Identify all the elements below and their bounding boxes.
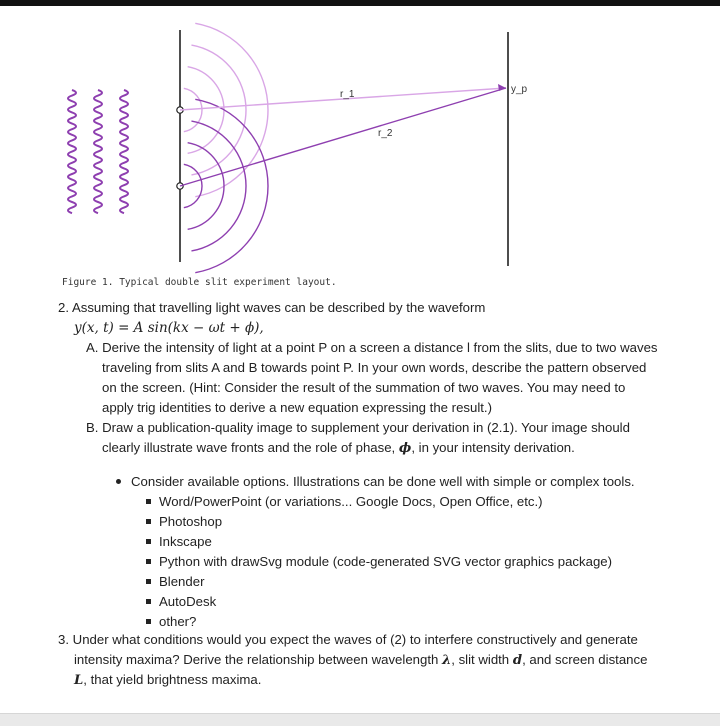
label-r1: r_1 [340, 89, 355, 100]
q2-number: 2. [58, 300, 69, 315]
bottom-bar [0, 713, 720, 726]
wavefronts [184, 23, 268, 272]
tool-item [146, 512, 222, 532]
tools-bullet [116, 472, 635, 492]
q2-partB-text1: Draw a publication-quality image to supplement your derivation in (2.1). Your image should [102, 420, 630, 435]
ray-r2 [180, 88, 506, 186]
q3-text4: , and screen distance [522, 652, 648, 667]
tools-bullet-text: Consider available options. Illustrations can be done well with simple or complex tools. [131, 474, 635, 489]
tool-item-label: Python with drawSvg module (code-generated SVG vector graphics package) [159, 554, 613, 569]
q3-line2 [74, 650, 647, 671]
wavefront-a-3 [191, 45, 246, 175]
tool-item [146, 592, 216, 612]
tool-item-label: Blender [159, 574, 205, 589]
wavefront-b-3 [191, 121, 246, 251]
tool-item-label: Word/PowerPoint (or variations... Google Docs, Open Office, etc.) [159, 494, 543, 509]
ray-arrowhead [498, 84, 506, 91]
tool-item-label: Inkscape [159, 534, 212, 549]
square-bullet-icon [146, 559, 151, 564]
q3-text1: Under what conditions would you expect the waves of (2) to interfere constructively and generate [72, 632, 638, 647]
q2-partB-marker: B. [86, 420, 99, 435]
d-symbol: d [512, 653, 523, 668]
incident-wave-2 [94, 90, 102, 213]
wavefront-b-1 [184, 164, 202, 207]
q2-equation: y(x, t) = A sin(kx − ωt + ϕ), [74, 320, 264, 336]
q2-partB-line1 [86, 418, 630, 438]
bullet-dot-icon [116, 479, 121, 484]
L-symbol: L [74, 673, 84, 688]
square-bullet-icon [146, 499, 151, 504]
q2-intro-line [58, 298, 485, 318]
q2-partA-line4: apply trig identities to derive a new equation expressing the result.) [102, 400, 492, 415]
tool-item [146, 572, 204, 592]
q3-text3: , slit width [451, 652, 510, 667]
q2-partA-line3: on the screen. (Hint: Consider the result of the summation of two waves. You may need to [102, 380, 626, 395]
double-slit-figure [0, 0, 720, 290]
incident-waves [68, 90, 128, 213]
q2-partB-text2: clearly illustrate wave fronts and the role of phase, [102, 440, 396, 455]
q3-text5: , that yield brightness maxima. [83, 672, 262, 687]
q3-line1 [58, 630, 638, 650]
q2-partA-marker: A. [86, 340, 99, 355]
tool-item-label: other? [159, 614, 197, 629]
q2-partA-line1 [86, 338, 658, 358]
label-r2: r_2 [378, 128, 393, 139]
square-bullet-icon [146, 599, 151, 604]
tool-item-label: Photoshop [159, 514, 223, 529]
q3-text2: intensity maxima? Derive the relationship between wavelength [74, 652, 439, 667]
tool-item-label: AutoDesk [159, 594, 217, 609]
tool-item [146, 552, 612, 572]
tool-item [146, 492, 543, 512]
square-bullet-icon [146, 539, 151, 544]
phi-symbol: ϕ [398, 441, 412, 456]
label-yp: y_p [511, 84, 528, 95]
wavefront-b-2 [188, 143, 224, 230]
q2-intro: Assuming that travelling light waves can be described by the waveform [71, 300, 486, 315]
figure-caption: Figure 1. Typical double slit experiment layout. [62, 277, 337, 288]
square-bullet-icon [146, 579, 151, 584]
q2-partB-text3: , in your intensity derivation. [411, 440, 575, 455]
incident-wave-3 [120, 90, 128, 213]
square-bullet-icon [146, 619, 151, 624]
q2-partA-text1: Derive the intensity of light at a point P on a screen a distance l from the slits, due to two waves [102, 340, 658, 355]
wavefront-a-2 [188, 67, 224, 154]
q2-partA-line2: traveling from slits A and B towards point P. In your own words, describe the pattern observed [102, 360, 647, 375]
lambda-symbol: λ [442, 653, 452, 668]
tool-item [146, 532, 212, 552]
tool-item [146, 612, 196, 632]
incident-wave-1 [68, 90, 76, 213]
square-bullet-icon [146, 519, 151, 524]
q3-line3 [74, 670, 261, 691]
q2-partB-line2 [102, 438, 575, 459]
q3-number: 3. [58, 632, 69, 647]
